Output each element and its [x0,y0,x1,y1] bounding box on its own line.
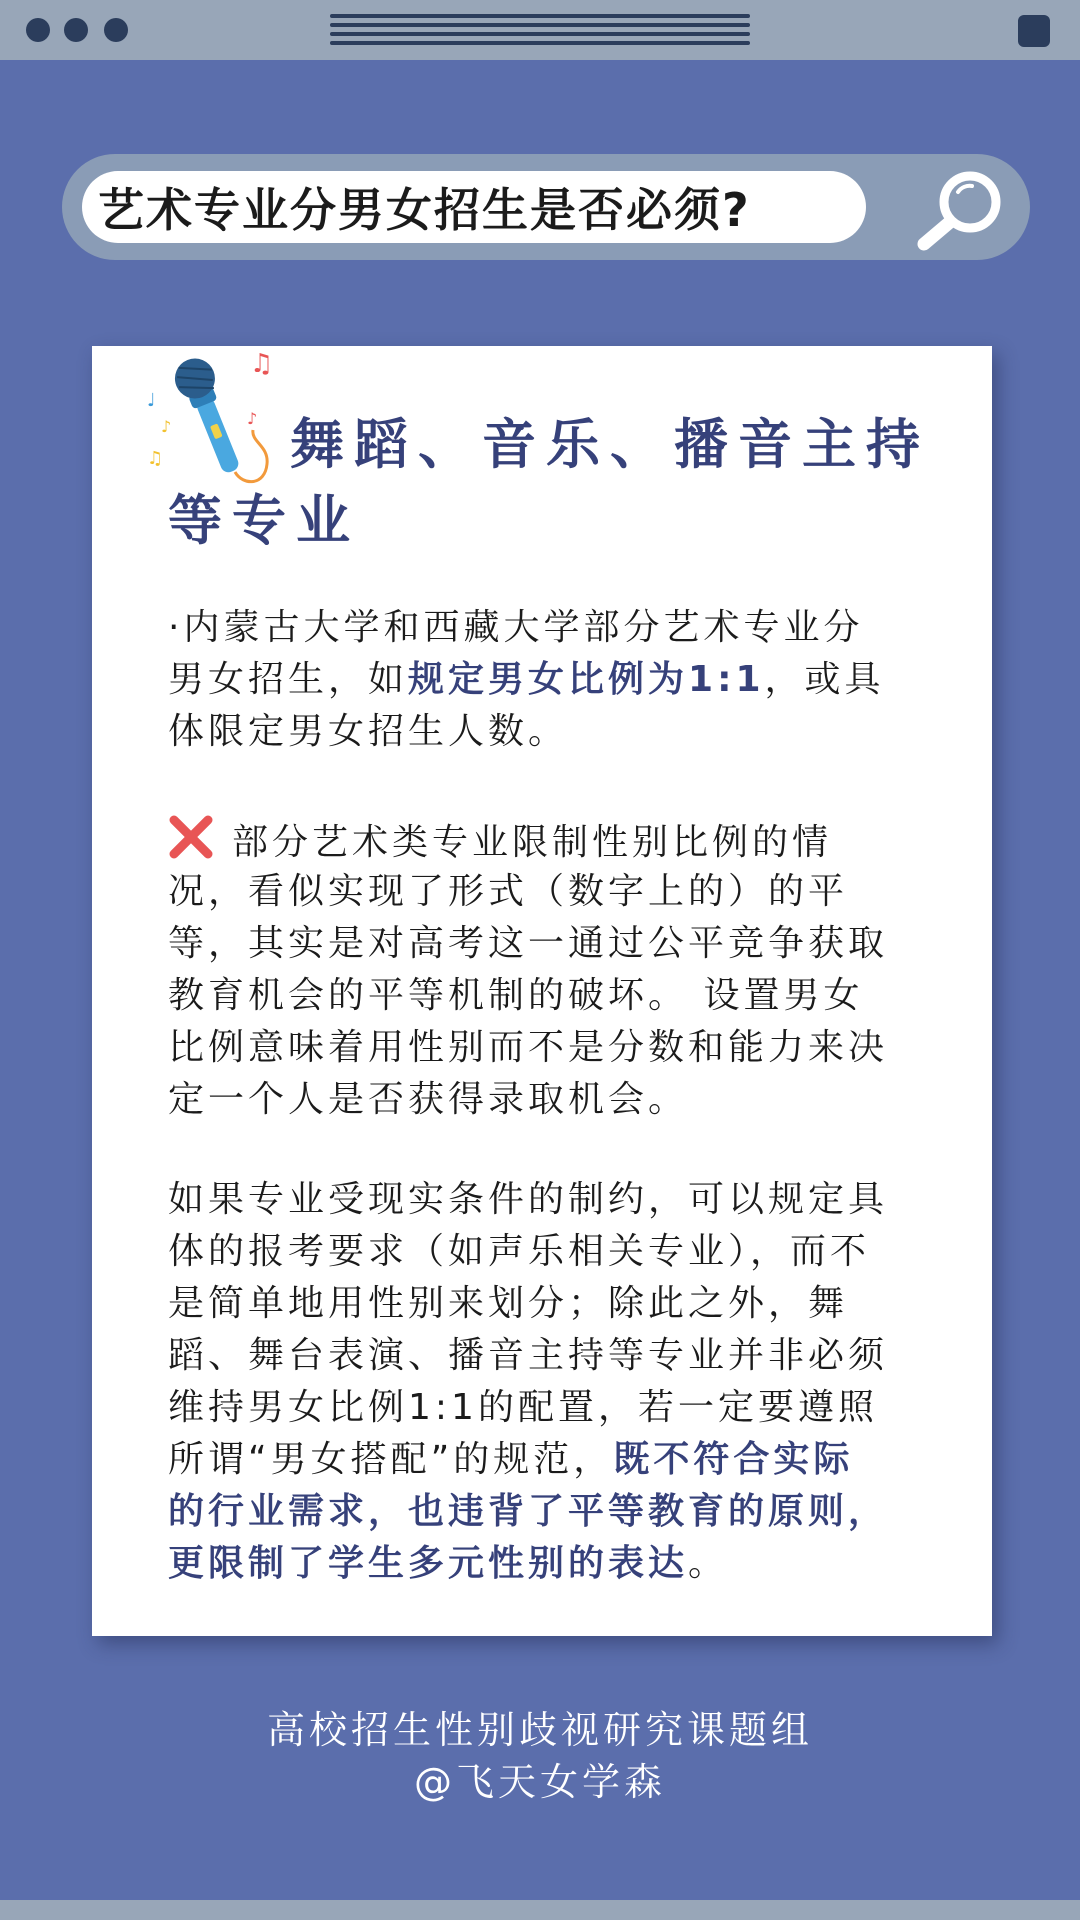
cross-mark-icon [168,814,214,860]
paragraph-line: 是简单地用性别来划分；除此之外，舞 [168,1283,849,1324]
paragraph-line: 体的报考要求（如声乐相关专业），而不 [168,1231,871,1272]
paragraph-text: 所谓“男女搭配”的规范， [168,1439,614,1480]
footer [0,1704,1080,1808]
paragraph-3 [168,1174,928,1590]
search-icon[interactable] [910,164,1010,254]
highlight-ratio: 规定男女比例为1:1 [408,659,765,700]
paragraph-line [168,1434,928,1486]
hamburger-menu-icon[interactable] [330,14,750,46]
highlight-conclusion: 的行业需求，也违背了平等教育的原则， [168,1491,889,1532]
paragraph-line: 定一个人是否获得录取机会。 [168,1079,689,1120]
paragraph-line [168,1538,928,1590]
svg-text:♪: ♪ [161,417,172,436]
svg-text:♫: ♫ [250,349,274,379]
window-bottom-bar [0,1900,1080,1920]
paragraph-1 [168,602,928,758]
svg-text:♫: ♫ [147,448,164,469]
paragraph-line: 体限定男女招生人数。 [168,711,569,752]
paragraph-line: 况，看似实现了形式（数字上的）的平 [168,871,849,912]
paragraph-line: 维持男女比例1:1的配置，若一定要遵照 [168,1387,878,1428]
paragraph-line [168,654,928,706]
card-heading-line2: 等专业 [168,489,360,552]
search-bar [62,154,1030,260]
window-titlebar [0,0,1080,60]
window-maximize-button[interactable] [1018,15,1050,47]
card-heading-line1: 舞蹈、音乐、播音主持 [290,413,930,476]
paragraph-line: 蹈、舞台表演、播音主持等专业并非必须 [168,1335,889,1376]
paragraph-text: 。 [688,1543,729,1584]
paragraph-line: 比例意味着用性别而不是分数和能力来决 [168,1027,889,1068]
window-dot-3[interactable] [104,18,128,42]
highlight-conclusion: 更限制了学生多元性别的表达 [168,1543,689,1584]
paragraph-text: 部分艺术类专业限制性别比例的情 [232,822,833,863]
svg-text:♩: ♩ [147,390,156,411]
highlight-conclusion: 既不符合实际 [613,1439,854,1480]
paragraph-line: ·内蒙古大学和西藏大学部分艺术专业分 [168,607,864,648]
paragraph-line: 如果专业受现实条件的制约，可以规定具 [168,1179,889,1220]
window-dot-1[interactable] [26,18,50,42]
svg-text:♪: ♪ [247,409,258,428]
paragraph-2 [168,814,928,1126]
footer-group-name: 高校招生性别歧视研究课题组 [266,1708,813,1752]
content-card [92,346,992,1636]
paragraph-text: 男女招生，如 [168,659,409,700]
footer-handle: @飞天女学森 [413,1760,666,1804]
paragraph-line: 等，其实是对高考这一通过公平竞争获取 [168,923,889,964]
paragraph-line [168,814,928,866]
paragraph-text: ，或具 [764,659,885,700]
microphone-icon [147,346,287,496]
search-input[interactable] [82,171,866,243]
paragraph-line: 教育机会的平等机制的破坏。 设置男女 [168,975,864,1016]
search-query-text: 艺术专业分男女招生是否必须? [98,183,751,237]
window-dot-2[interactable] [64,18,88,42]
